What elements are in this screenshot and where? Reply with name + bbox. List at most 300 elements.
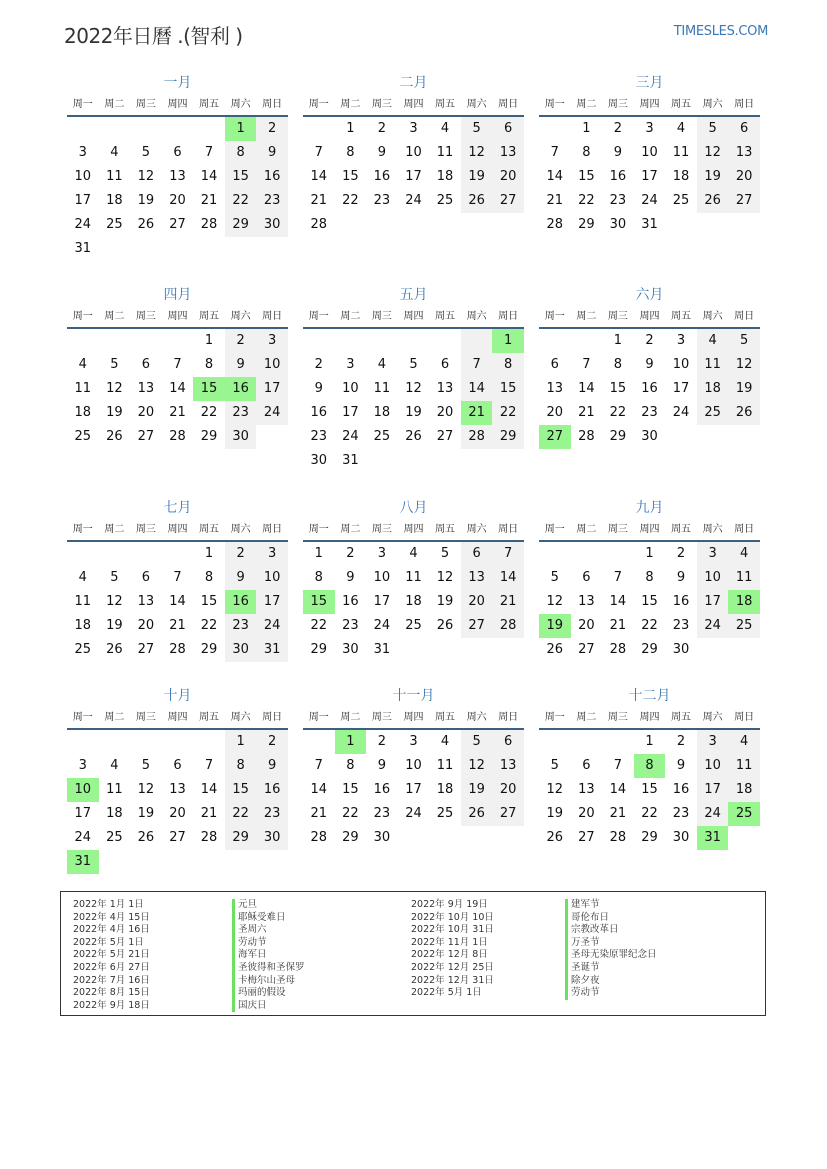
day-cell[interactable]: 31 [697, 826, 729, 850]
day-cell[interactable]: 13 [461, 566, 493, 590]
day-cell[interactable]: 23 [342, 618, 359, 633]
day-cell[interactable]: 21 [169, 618, 186, 633]
day-cell[interactable]: 28 [578, 429, 595, 444]
day-cell[interactable]: 16 [256, 165, 288, 189]
day-cell[interactable]: 7 [461, 353, 493, 377]
day-cell[interactable]: 1 [225, 117, 257, 141]
day-cell[interactable]: 21 [546, 193, 564, 208]
day-cell[interactable]: 18 [728, 778, 760, 802]
day-cell[interactable]: 3 [256, 329, 288, 353]
day-cell[interactable]: 16 [373, 782, 391, 797]
day-cell[interactable]: 16 [225, 590, 257, 614]
day-cell[interactable]: 5 [550, 758, 559, 773]
day-cell[interactable]: 27 [169, 217, 186, 232]
day-cell[interactable]: 6 [582, 758, 591, 773]
day-cell[interactable]: 8 [314, 570, 323, 585]
day-cell[interactable]: 24 [74, 217, 92, 232]
day-cell[interactable]: 28 [609, 642, 627, 657]
day-cell[interactable]: 29 [200, 429, 218, 444]
day-cell[interactable]: 6 [141, 570, 151, 585]
day-cell[interactable]: 7 [613, 570, 623, 585]
day-cell[interactable]: 12 [546, 782, 564, 797]
day-cell[interactable]: 24 [342, 429, 359, 444]
day-cell[interactable]: 27 [492, 189, 524, 213]
day-cell[interactable]: 14 [609, 782, 627, 797]
day-cell[interactable]: 3 [676, 333, 686, 348]
day-cell[interactable]: 26 [137, 217, 155, 232]
day-cell[interactable]: 19 [436, 594, 454, 609]
day-cell[interactable]: 9 [676, 758, 686, 773]
day-cell[interactable]: 21 [609, 618, 627, 633]
day-cell[interactable]: 11 [405, 570, 422, 585]
day-cell[interactable]: 9 [225, 353, 257, 377]
day-cell[interactable]: 14 [169, 381, 186, 396]
day-cell[interactable]: 3 [645, 121, 654, 136]
day-cell[interactable]: 18 [728, 590, 760, 614]
day-cell[interactable]: 8 [346, 145, 355, 160]
day-cell[interactable]: 6 [550, 357, 559, 372]
day-cell[interactable]: 23 [225, 401, 257, 425]
day-cell[interactable]: 15 [193, 377, 225, 401]
day-cell[interactable]: 13 [137, 381, 155, 396]
day-cell[interactable]: 25 [728, 614, 760, 638]
day-cell[interactable]: 7 [582, 357, 591, 372]
day-cell[interactable]: 6 [173, 758, 182, 773]
day-cell[interactable]: 16 [256, 778, 288, 802]
day-cell[interactable]: 27 [436, 429, 454, 444]
day-cell[interactable]: 18 [74, 405, 92, 420]
day-cell[interactable]: 24 [405, 806, 422, 821]
day-cell[interactable]: 27 [578, 830, 595, 845]
day-cell[interactable]: 5 [440, 546, 450, 561]
day-cell[interactable]: 13 [546, 381, 564, 396]
day-cell[interactable]: 15 [641, 594, 658, 609]
day-cell[interactable]: 8 [634, 754, 666, 778]
day-cell[interactable]: 22 [225, 189, 257, 213]
day-cell[interactable]: 18 [697, 377, 729, 401]
day-cell[interactable]: 23 [672, 806, 690, 821]
day-cell[interactable]: 24 [74, 830, 92, 845]
day-cell[interactable]: 7 [204, 758, 214, 773]
day-cell[interactable]: 2 [645, 333, 654, 348]
day-cell[interactable]: 9 [225, 566, 257, 590]
day-cell[interactable]: 2 [613, 121, 623, 136]
day-cell[interactable]: 13 [578, 782, 595, 797]
day-cell[interactable]: 16 [641, 381, 658, 396]
day-cell[interactable]: 10 [697, 754, 729, 778]
day-cell[interactable]: 2 [225, 329, 257, 353]
day-cell[interactable]: 7 [314, 758, 323, 773]
day-cell[interactable]: 25 [106, 830, 123, 845]
day-cell[interactable]: 19 [137, 806, 155, 821]
day-cell[interactable]: 27 [492, 802, 524, 826]
day-cell[interactable]: 23 [373, 806, 391, 821]
day-cell[interactable]: 15 [609, 381, 627, 396]
day-cell[interactable]: 12 [461, 141, 493, 165]
day-cell[interactable]: 16 [342, 594, 359, 609]
day-cell[interactable]: 17 [405, 169, 422, 184]
day-cell[interactable]: 16 [672, 782, 690, 797]
day-cell[interactable]: 26 [461, 189, 493, 213]
day-cell[interactable]: 20 [578, 806, 595, 821]
day-cell[interactable]: 16 [672, 594, 690, 609]
day-cell[interactable]: 20 [492, 778, 524, 802]
site-link[interactable]: TIMESLES.COM [673, 24, 768, 39]
day-cell[interactable]: 11 [436, 145, 454, 160]
day-cell[interactable]: 29 [310, 642, 328, 657]
day-cell[interactable]: 17 [74, 193, 92, 208]
day-cell[interactable]: 24 [256, 401, 288, 425]
day-cell[interactable]: 27 [461, 614, 493, 638]
day-cell[interactable]: 8 [204, 570, 214, 585]
day-cell[interactable]: 11 [373, 381, 391, 396]
day-cell[interactable]: 3 [697, 730, 729, 754]
day-cell[interactable]: 1 [645, 734, 654, 749]
day-cell[interactable]: 24 [697, 614, 729, 638]
day-cell[interactable]: 21 [461, 401, 493, 425]
day-cell[interactable]: 28 [546, 217, 564, 232]
day-cell[interactable]: 27 [137, 429, 155, 444]
day-cell[interactable]: 22 [609, 405, 627, 420]
day-cell[interactable]: 14 [578, 381, 595, 396]
day-cell[interactable]: 16 [225, 377, 257, 401]
day-cell[interactable]: 4 [697, 329, 729, 353]
day-cell[interactable]: 7 [204, 145, 214, 160]
day-cell[interactable]: 10 [256, 566, 288, 590]
day-cell[interactable]: 15 [303, 590, 335, 614]
day-cell[interactable]: 20 [492, 165, 524, 189]
day-cell[interactable]: 26 [546, 642, 564, 657]
day-cell[interactable]: 8 [225, 754, 257, 778]
day-cell[interactable]: 15 [200, 594, 218, 609]
day-cell[interactable]: 7 [492, 542, 524, 566]
day-cell[interactable]: 6 [492, 730, 524, 754]
day-cell[interactable]: 6 [582, 570, 591, 585]
day-cell[interactable]: 1 [645, 546, 654, 561]
day-cell[interactable]: 7 [173, 570, 182, 585]
day-cell[interactable]: 12 [728, 353, 760, 377]
day-cell[interactable]: 29 [609, 429, 627, 444]
day-cell[interactable]: 21 [169, 405, 186, 420]
day-cell[interactable]: 11 [74, 381, 92, 396]
day-cell[interactable]: 11 [106, 169, 123, 184]
day-cell[interactable]: 25 [106, 217, 123, 232]
day-cell[interactable]: 11 [672, 145, 690, 160]
day-cell[interactable]: 20 [461, 590, 493, 614]
day-cell[interactable]: 25 [728, 802, 760, 826]
day-cell[interactable]: 24 [256, 614, 288, 638]
day-cell[interactable]: 1 [204, 333, 214, 348]
day-cell[interactable]: 3 [78, 145, 87, 160]
day-cell[interactable]: 18 [106, 193, 123, 208]
day-cell[interactable]: 20 [546, 405, 564, 420]
day-cell[interactable]: 12 [106, 594, 123, 609]
day-cell[interactable]: 22 [225, 802, 257, 826]
day-cell[interactable]: 29 [578, 217, 595, 232]
day-cell[interactable]: 28 [310, 830, 328, 845]
day-cell[interactable]: 26 [546, 830, 564, 845]
day-cell[interactable]: 19 [461, 778, 493, 802]
day-cell[interactable]: 2 [676, 546, 686, 561]
day-cell[interactable]: 2 [346, 546, 355, 561]
day-cell[interactable]: 20 [728, 165, 760, 189]
day-cell[interactable]: 15 [342, 782, 359, 797]
day-cell[interactable]: 13 [728, 141, 760, 165]
day-cell[interactable]: 15 [225, 778, 257, 802]
day-cell[interactable]: 28 [609, 830, 627, 845]
day-cell[interactable]: 9 [613, 145, 623, 160]
day-cell[interactable]: 21 [200, 806, 218, 821]
day-cell[interactable]: 12 [137, 782, 155, 797]
day-cell[interactable]: 23 [641, 405, 658, 420]
day-cell[interactable]: 18 [373, 405, 391, 420]
day-cell[interactable]: 21 [492, 590, 524, 614]
day-cell[interactable]: 6 [728, 117, 760, 141]
day-cell[interactable]: 8 [582, 145, 591, 160]
day-cell[interactable]: 17 [74, 806, 92, 821]
day-cell[interactable]: 28 [461, 425, 493, 449]
day-cell[interactable]: 27 [137, 642, 155, 657]
day-cell[interactable]: 5 [141, 758, 151, 773]
day-cell[interactable]: 19 [728, 377, 760, 401]
day-cell[interactable]: 17 [672, 381, 690, 396]
day-cell[interactable]: 4 [728, 542, 760, 566]
day-cell[interactable]: 10 [67, 778, 99, 802]
day-cell[interactable]: 9 [645, 357, 654, 372]
day-cell[interactable]: 23 [373, 193, 391, 208]
day-cell[interactable]: 23 [256, 189, 288, 213]
day-cell[interactable]: 5 [461, 730, 493, 754]
day-cell[interactable]: 31 [74, 241, 92, 256]
day-cell[interactable]: 16 [310, 405, 328, 420]
day-cell[interactable]: 19 [697, 165, 729, 189]
day-cell[interactable]: 2 [225, 542, 257, 566]
day-cell[interactable]: 17 [641, 169, 658, 184]
day-cell[interactable]: 12 [546, 594, 564, 609]
day-cell[interactable]: 30 [310, 453, 328, 468]
day-cell[interactable]: 29 [641, 642, 658, 657]
day-cell[interactable]: 26 [137, 830, 155, 845]
day-cell[interactable]: 20 [169, 193, 186, 208]
day-cell[interactable]: 1 [225, 730, 257, 754]
day-cell[interactable]: 4 [440, 734, 450, 749]
day-cell[interactable]: 30 [342, 642, 359, 657]
day-cell[interactable]: 12 [697, 141, 729, 165]
day-cell[interactable]: 4 [78, 570, 87, 585]
day-cell[interactable]: 3 [346, 357, 355, 372]
day-cell[interactable]: 14 [546, 169, 564, 184]
day-cell[interactable]: 11 [728, 754, 760, 778]
day-cell[interactable]: 26 [728, 401, 760, 425]
day-cell[interactable]: 8 [613, 357, 623, 372]
day-cell[interactable]: 1 [314, 546, 323, 561]
day-cell[interactable]: 6 [440, 357, 450, 372]
day-cell[interactable]: 3 [409, 121, 418, 136]
day-cell[interactable]: 13 [169, 169, 186, 184]
day-cell[interactable]: 28 [200, 217, 218, 232]
day-cell[interactable]: 31 [256, 638, 288, 662]
day-cell[interactable]: 11 [74, 594, 92, 609]
day-cell[interactable]: 21 [609, 806, 627, 821]
day-cell[interactable]: 18 [106, 806, 123, 821]
day-cell[interactable]: 9 [377, 145, 387, 160]
day-cell[interactable]: 28 [200, 830, 218, 845]
day-cell[interactable]: 19 [546, 806, 564, 821]
day-cell[interactable]: 8 [204, 357, 214, 372]
day-cell[interactable]: 25 [697, 401, 729, 425]
day-cell[interactable]: 24 [405, 193, 422, 208]
day-cell[interactable]: 4 [409, 546, 418, 561]
day-cell[interactable]: 22 [641, 806, 658, 821]
day-cell[interactable]: 15 [225, 165, 257, 189]
day-cell[interactable]: 1 [346, 121, 355, 136]
day-cell[interactable]: 12 [137, 169, 155, 184]
day-cell[interactable]: 5 [550, 570, 559, 585]
day-cell[interactable]: 22 [342, 806, 359, 821]
day-cell[interactable]: 5 [110, 357, 119, 372]
day-cell[interactable]: 1 [613, 333, 623, 348]
day-cell[interactable]: 25 [373, 429, 391, 444]
day-cell[interactable]: 29 [342, 830, 359, 845]
day-cell[interactable]: 25 [436, 193, 454, 208]
day-cell[interactable]: 29 [225, 213, 257, 237]
day-cell[interactable]: 5 [141, 145, 151, 160]
day-cell[interactable]: 13 [137, 594, 155, 609]
day-cell[interactable]: 5 [697, 117, 729, 141]
day-cell[interactable]: 17 [256, 377, 288, 401]
day-cell[interactable]: 13 [492, 754, 524, 778]
day-cell[interactable]: 19 [539, 614, 571, 638]
day-cell[interactable]: 5 [728, 329, 760, 353]
day-cell[interactable]: 1 [204, 546, 214, 561]
day-cell[interactable]: 2 [377, 121, 387, 136]
day-cell[interactable]: 14 [200, 782, 218, 797]
day-cell[interactable]: 22 [200, 618, 218, 633]
day-cell[interactable]: 11 [106, 782, 123, 797]
day-cell[interactable]: 26 [461, 802, 493, 826]
day-cell[interactable]: 30 [225, 638, 257, 662]
day-cell[interactable]: 29 [641, 830, 658, 845]
day-cell[interactable]: 2 [256, 117, 288, 141]
day-cell[interactable]: 10 [405, 758, 422, 773]
day-cell[interactable]: 11 [436, 758, 454, 773]
day-cell[interactable]: 19 [137, 193, 155, 208]
day-cell[interactable]: 27 [539, 425, 571, 449]
day-cell[interactable]: 14 [492, 566, 524, 590]
day-cell[interactable]: 9 [256, 754, 288, 778]
day-cell[interactable]: 13 [578, 594, 595, 609]
day-cell[interactable]: 17 [697, 590, 729, 614]
day-cell[interactable]: 24 [373, 618, 391, 633]
day-cell[interactable]: 12 [461, 754, 493, 778]
day-cell[interactable]: 14 [200, 169, 218, 184]
day-cell[interactable]: 25 [74, 429, 92, 444]
day-cell[interactable]: 10 [672, 357, 690, 372]
day-cell[interactable]: 31 [373, 642, 391, 657]
day-cell[interactable]: 13 [436, 381, 454, 396]
day-cell[interactable]: 5 [110, 570, 119, 585]
day-cell[interactable]: 24 [641, 193, 658, 208]
day-cell[interactable]: 4 [78, 357, 87, 372]
day-cell[interactable]: 15 [641, 782, 658, 797]
day-cell[interactable]: 29 [492, 425, 524, 449]
day-cell[interactable]: 1 [335, 730, 367, 754]
day-cell[interactable]: 19 [106, 405, 123, 420]
day-cell[interactable]: 20 [578, 618, 595, 633]
day-cell[interactable]: 8 [225, 141, 257, 165]
day-cell[interactable]: 11 [697, 353, 729, 377]
day-cell[interactable]: 12 [405, 381, 422, 396]
day-cell[interactable]: 28 [310, 217, 328, 232]
day-cell[interactable]: 10 [405, 145, 422, 160]
day-cell[interactable]: 19 [106, 618, 123, 633]
day-cell[interactable]: 23 [609, 193, 627, 208]
day-cell[interactable]: 5 [461, 117, 493, 141]
day-cell[interactable]: 25 [672, 193, 690, 208]
day-cell[interactable]: 6 [461, 542, 493, 566]
day-cell[interactable]: 17 [373, 594, 391, 609]
day-cell[interactable]: 17 [342, 405, 359, 420]
day-cell[interactable]: 2 [676, 734, 686, 749]
day-cell[interactable]: 30 [672, 642, 690, 657]
day-cell[interactable]: 12 [436, 570, 454, 585]
day-cell[interactable]: 22 [641, 618, 658, 633]
day-cell[interactable]: 9 [256, 141, 288, 165]
day-cell[interactable]: 30 [641, 429, 658, 444]
day-cell[interactable]: 30 [256, 826, 288, 850]
day-cell[interactable]: 22 [310, 618, 328, 633]
day-cell[interactable]: 9 [676, 570, 686, 585]
day-cell[interactable]: 14 [169, 594, 186, 609]
day-cell[interactable]: 9 [314, 381, 323, 396]
day-cell[interactable]: 27 [728, 189, 760, 213]
day-cell[interactable]: 10 [373, 570, 391, 585]
day-cell[interactable]: 22 [578, 193, 595, 208]
day-cell[interactable]: 20 [137, 405, 155, 420]
day-cell[interactable]: 3 [256, 542, 288, 566]
day-cell[interactable]: 30 [225, 425, 257, 449]
day-cell[interactable]: 28 [492, 614, 524, 638]
day-cell[interactable]: 27 [169, 830, 186, 845]
day-cell[interactable]: 6 [492, 117, 524, 141]
day-cell[interactable]: 2 [256, 730, 288, 754]
day-cell[interactable]: 18 [672, 169, 690, 184]
day-cell[interactable]: 7 [550, 145, 559, 160]
day-cell[interactable]: 17 [405, 782, 422, 797]
day-cell[interactable]: 7 [613, 758, 623, 773]
day-cell[interactable]: 4 [440, 121, 450, 136]
day-cell[interactable]: 25 [436, 806, 454, 821]
day-cell[interactable]: 31 [641, 217, 658, 232]
day-cell[interactable]: 16 [373, 169, 391, 184]
day-cell[interactable]: 18 [436, 782, 454, 797]
day-cell[interactable]: 30 [609, 217, 627, 232]
day-cell[interactable]: 26 [405, 429, 422, 444]
day-cell[interactable]: 18 [405, 594, 422, 609]
day-cell[interactable]: 14 [310, 782, 328, 797]
day-cell[interactable]: 21 [578, 405, 595, 420]
day-cell[interactable]: 21 [200, 193, 218, 208]
day-cell[interactable]: 2 [377, 734, 387, 749]
day-cell[interactable]: 19 [461, 165, 493, 189]
day-cell[interactable]: 20 [169, 806, 186, 821]
day-cell[interactable]: 21 [310, 806, 328, 821]
day-cell[interactable]: 25 [405, 618, 422, 633]
day-cell[interactable]: 4 [728, 730, 760, 754]
day-cell[interactable]: 10 [74, 169, 92, 184]
day-cell[interactable]: 31 [342, 453, 359, 468]
day-cell[interactable]: 15 [342, 169, 359, 184]
